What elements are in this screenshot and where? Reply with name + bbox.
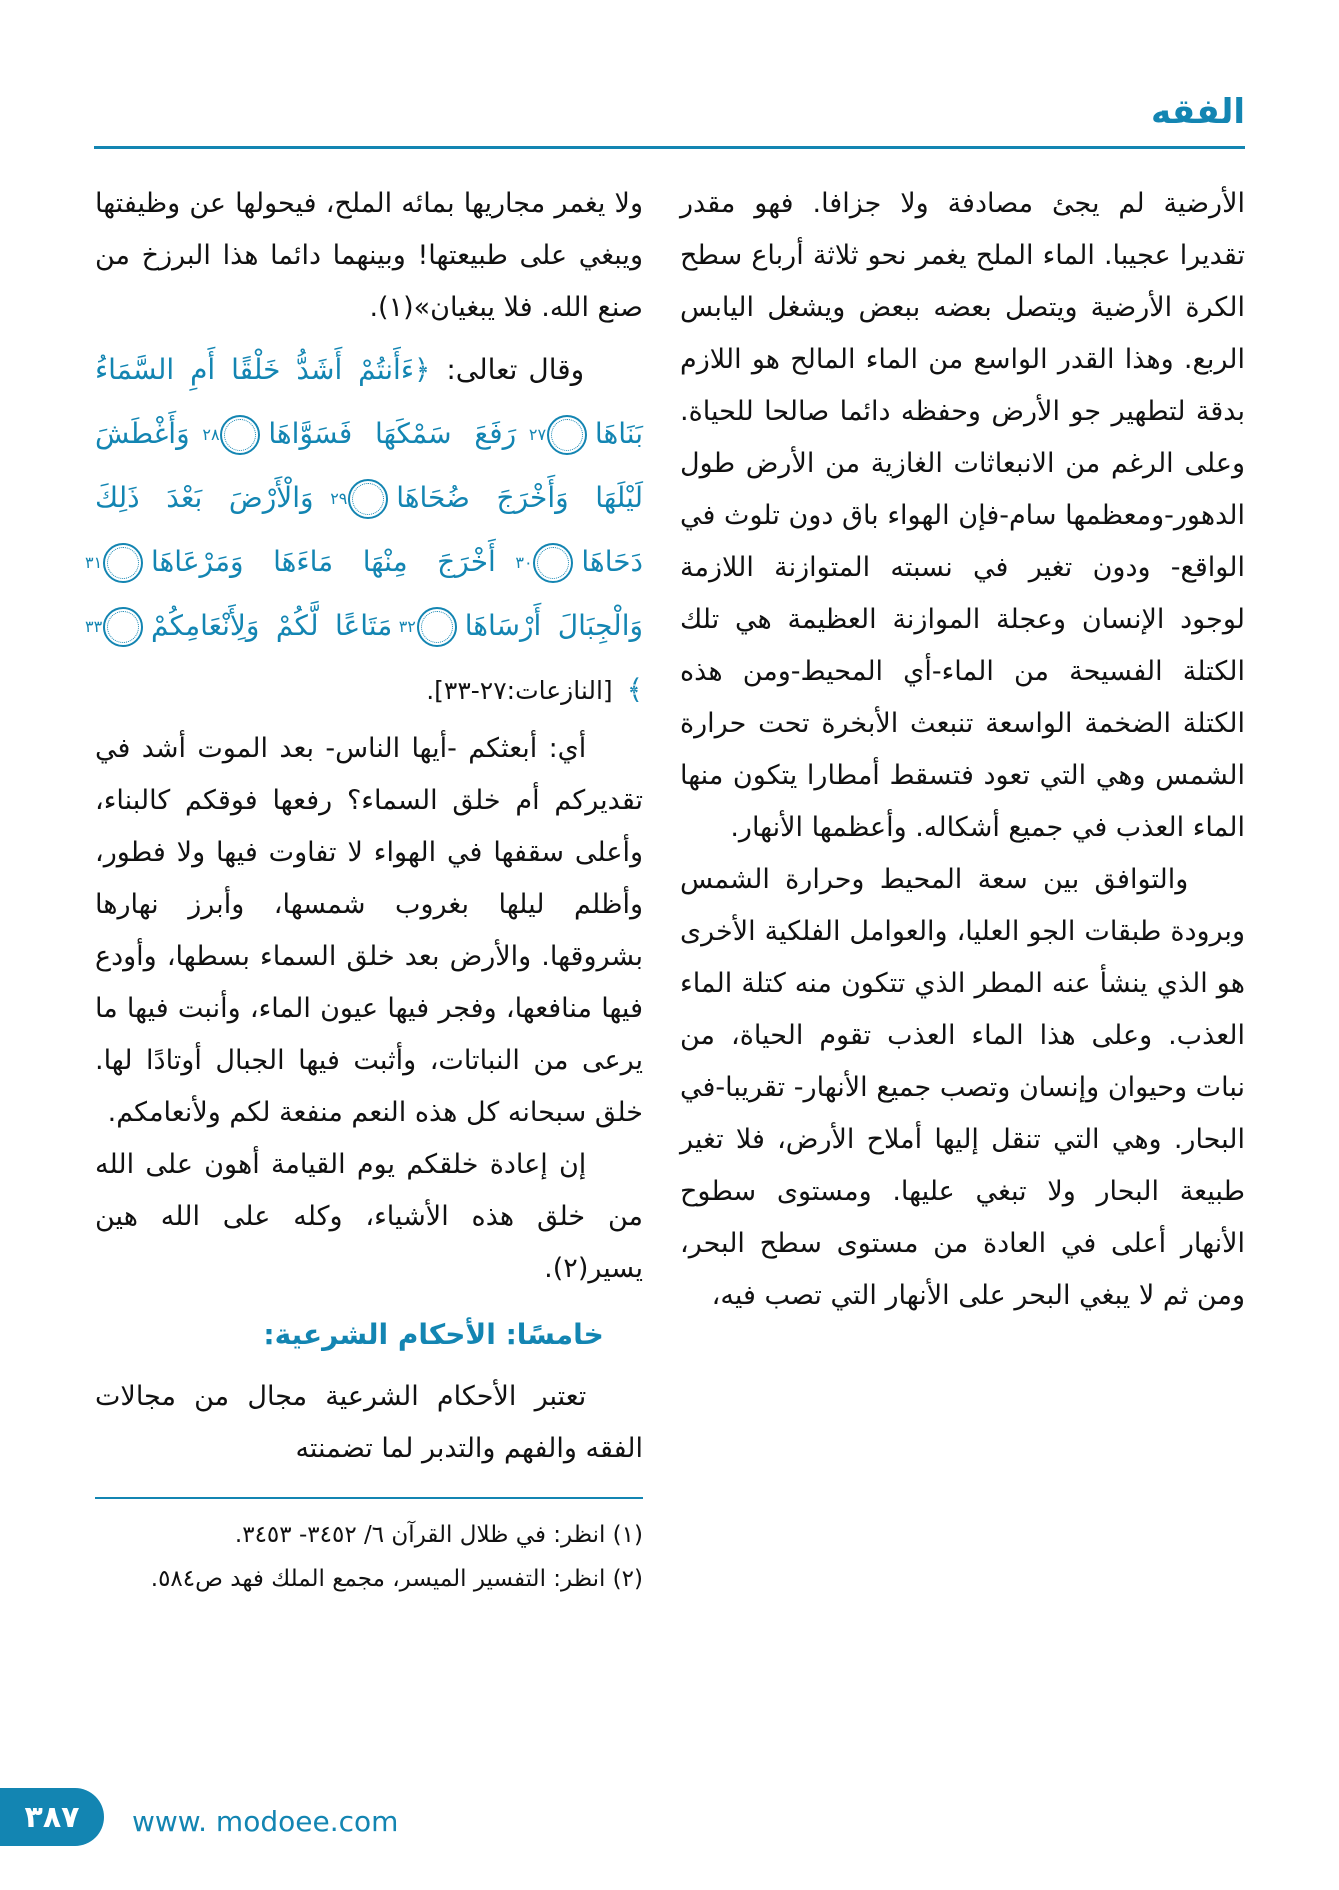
footnote-item: (٢) انظر: التفسير الميسر، مجمع الملك فهد ص٥٨٤. <box>150 1566 643 1592</box>
quran-verse-text: وَأَغْطَشَ لَيْلَهَا وَأَخْرَجَ ضُحَاهَا <box>95 417 643 514</box>
verse-number-medallion: ٢٩ <box>348 479 388 519</box>
body-paragraph: تعتبر الأحكام الشرعية مجال من مجالات الفقه والفهم والتدبر لما تضمنته <box>95 1381 643 1464</box>
footnote-item: (١) انظر: في ظلال القرآن ٦/ ٣٤٥٢- ٣٤٥٣. <box>234 1522 643 1548</box>
header-divider <box>94 146 1245 149</box>
quran-close-bracket: ﴾ <box>626 673 643 706</box>
footnote-divider <box>95 1497 643 1499</box>
body-paragraph: والتوافق بين سعة المحيط وحرارة الشمس وبرودة طبقات الجو العليا، والعوامل الفلكية الأخرى هو الذي ينشأ عنه المطر الذي تتكون منه كتلة الماء العذب. وعلى هذا الماء العذب تقوم الحياة، من نبات وحيوان وإنسان وتصب جميع الأنهار- تقريبا-في البحار. وهي التي تنقل إليها أملاح الأرض، فلا تغير طبيعة البحار ولا تبغي عليها. ومستوى سطوح الأنهار أعلى في العادة من مستوى سطح البحر، ومن ثم لا يبغي البحر على الأنهار التي تصب فيه، <box>680 864 1245 1311</box>
quran-verse-text: مَتَاعًا لَّكُمْ وَلِأَنْعَامِكُمْ <box>151 609 393 642</box>
quran-verse-text: أَخْرَجَ مِنْهَا مَاءَهَا وَمَرْعَاهَا <box>151 545 496 578</box>
verse-number-medallion: ٣٢ <box>417 607 457 647</box>
section-heading: خامسًا: الأحكام الشرعية: <box>263 1318 604 1351</box>
quran-verse-text: رَفَعَ سَمْكَهَا فَسَوَّاهَا <box>268 417 517 450</box>
page-header-title: الفقه <box>1151 92 1245 132</box>
body-paragraph: إن إعادة خلقكم يوم القيامة أهون على الله من خلق هذه الأشياء، وكله على الله هين يسير(٢). <box>95 1149 643 1284</box>
left-column <box>85 178 643 1601</box>
verse-number-medallion: ٣١ <box>103 543 143 583</box>
verse-number-medallion: ٢٧ <box>547 415 587 455</box>
quran-verse-text: وَالْأَرْضَ بَعْدَ ذَلِكَ دَحَاهَا <box>95 481 643 578</box>
right-column <box>680 178 1245 1322</box>
quran-reference: [النازعات:٢٧-٣٣]. <box>426 676 613 705</box>
quran-verse-text: وَالْجِبَالَ أَرْسَاهَا <box>464 609 643 642</box>
quran-verse-block <box>85 338 643 723</box>
footnotes-block <box>95 1513 643 1601</box>
website-url: www. modoee.com <box>132 1805 399 1838</box>
body-paragraph: ولا يغمر مجاريها بمائه الملح، فيحولها عن وظيفتها ويبغي على طبيعتها! وبينهما دائما هذا البرزخ من صنع الله. فلا يبغيان»(١). <box>95 188 643 323</box>
body-paragraph: الأرضية لم يجئ مصادفة ولا جزافا. فهو مقدر تقديرا عجيبا. الماء الملح يغمر نحو ثلاثة أرباع سطح الكرة الأرضية ويتصل بعضه ببعض ويشغل اليابس الربع. وهذا القدر الواسع من الماء المالح هو اللازم بدقة لتطهير جو الأرض وحفظه دائما صالحا للحياة. وعلى الرغم من الانبعاثات الغازية من الأرض طول الدهور-ومعظمها سام-فإن الهواء باق دون تلوث في الواقع- ودون تغير في نسبته المتوازنة اللازمة لوجود الإنسان وعجلة الموازنة العظيمة هي تلك الكتلة الفسيحة من الماء-أي المحيط-ومن هذه الكتلة الضخمة الواسعة تنبعث الأبخرة تحت حرارة الشمس وهي التي تعود فتسقط أمطارا يتكون منها الماء العذب في جميع أشكاله. وأعظمها الأنهار. <box>680 188 1245 843</box>
quran-verse-text: ﴿ءَأَنتُمْ أَشَدُّ خَلْقًا أَمِ السَّمَاءُ بَنَاهَا <box>95 353 643 450</box>
verse-number-medallion: ٣٣ <box>103 607 143 647</box>
body-paragraph: أي: أبعثكم -أيها الناس- بعد الموت أشد في تقديركم أم خلق السماء؟ رفعها فوقكم كالبناء، وأعلى سقفها في الهواء لا تفاوت فيها ولا فطور، وأظلم ليلها بغروب شمسها، وأبرز نهارها بشروقها. والأرض بعد خلق السماء بسطها، وأودع فيها منافعها، وفجر فيها عيون الماء، وأنبت فيها ما يرعى من النباتات، وأثبت فيها الجبال أوتادًا لها. خلق سبحانه كل هذه النعم منفعة لكم ولأنعامكم. <box>95 733 643 1128</box>
quran-intro: وقال تعالى: <box>446 353 585 386</box>
verse-number-medallion: ٣٠ <box>533 543 573 583</box>
page-number-badge: ٣٨٧ <box>0 1788 104 1846</box>
verse-number-medallion: ٢٨ <box>220 415 260 455</box>
